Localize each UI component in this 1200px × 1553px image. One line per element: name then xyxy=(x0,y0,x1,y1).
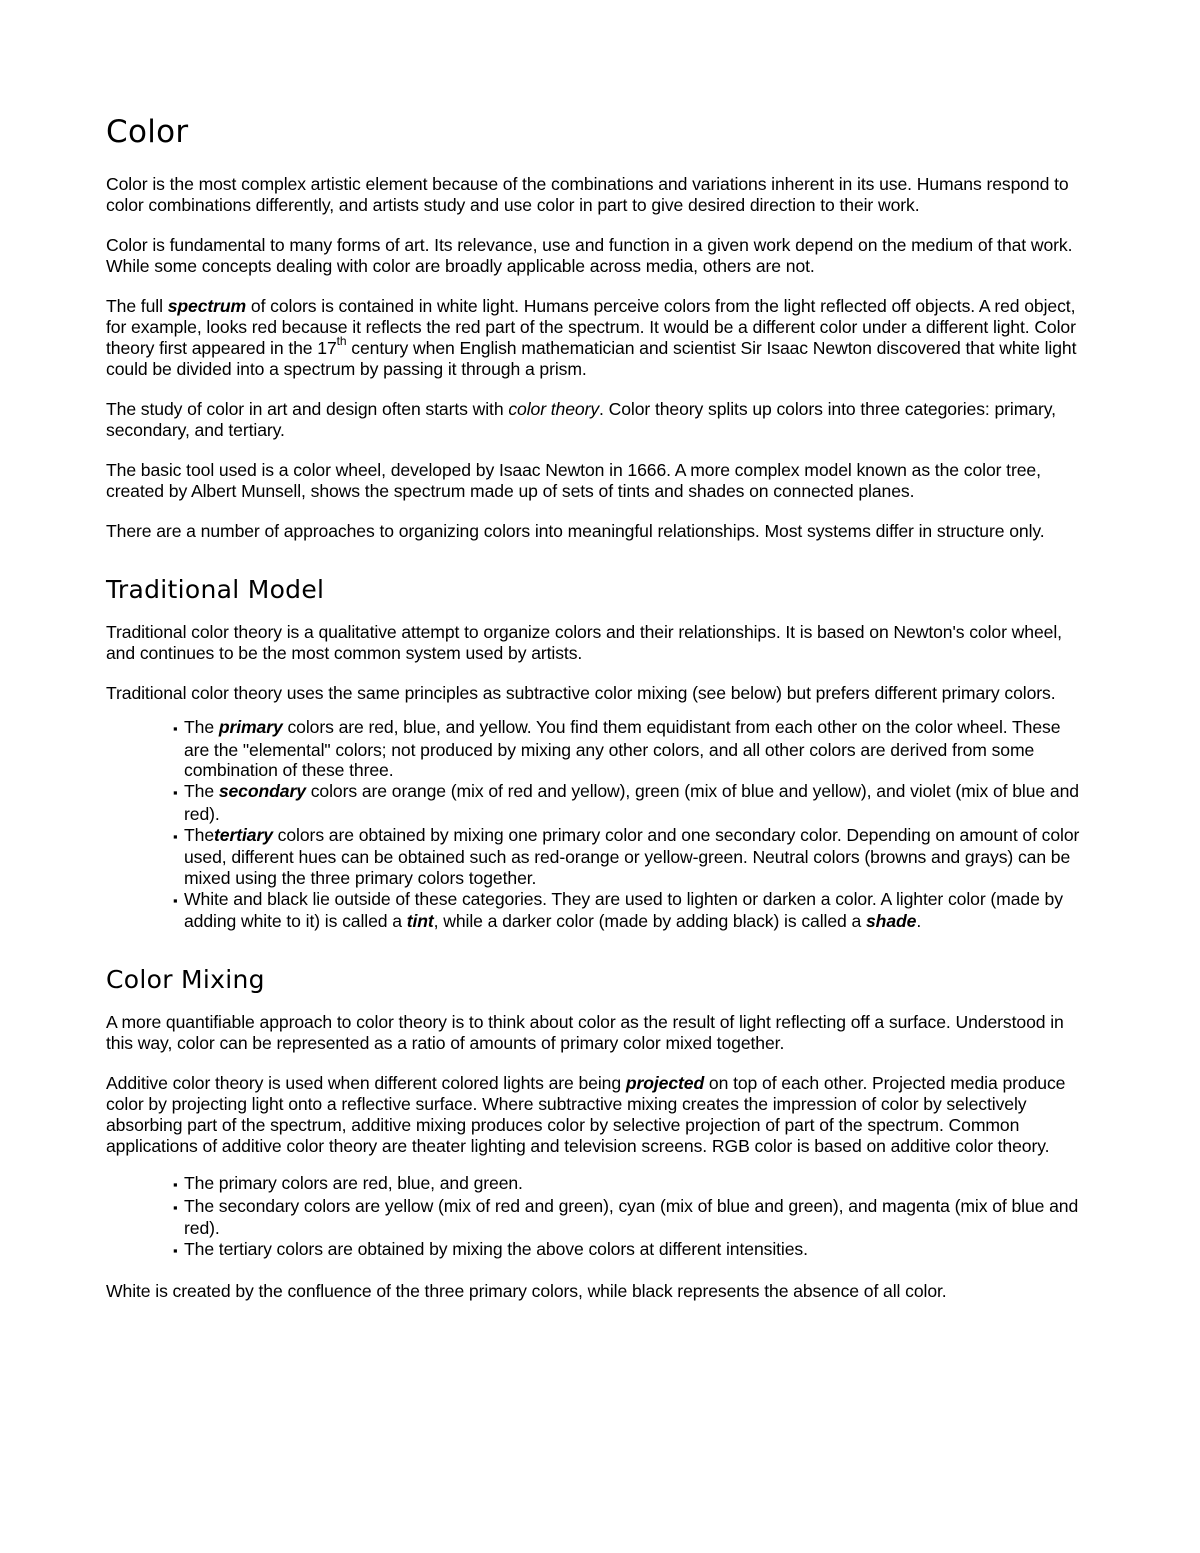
intro-paragraph-1: Color is the most complex artistic element because of the combinations and variations inherent in its use. Humans respond to color combinations differently, and artists study and use color in part to give desired direction to their work. xyxy=(106,174,1069,215)
bullet-icon: ▪ xyxy=(173,892,178,908)
text-run: The xyxy=(184,824,215,845)
text-run: . xyxy=(916,911,922,932)
text-run: colors are obtained by mixing one primary color and one secondary color. Depending on amount of color used, different hues can be obtained such as red-orange or yellow-green. Neutral colors (browns and grays) can be mixed using the three primary colors together. xyxy=(184,824,1080,888)
superscript-th: th xyxy=(336,334,347,348)
keyword-tertiary: tertiary xyxy=(214,824,273,845)
list-item-additive-primary xyxy=(164,1173,1090,1196)
text-run: The tertiary colors are obtained by mixing the above colors at different intensities. xyxy=(184,1239,808,1260)
text-run: The secondary colors are yellow (mix of red and green), cyan (mix of blue and green), and magenta (mix of blue and red). xyxy=(184,1195,1079,1239)
text-run: The full xyxy=(106,296,168,316)
intro-paragraph-3 xyxy=(106,296,1090,380)
intro-paragraph-5: The basic tool used is a color wheel, developed by Isaac Newton in 1666. A more complex model known as the color tree, created by Albert Munsell, shows the spectrum made up of sets of tints and shades on connected planes. xyxy=(106,460,1041,501)
text-run: . Color theory splits up colors into three categories: primary, secondary, and tertiary. xyxy=(106,399,1056,440)
list-item-tertiary xyxy=(164,825,1090,889)
text-run: on top of each other. Projected media produce color by projecting light onto a reflective surface. Where subtractive mixing creates the impression of color by selectively absorbing part of the spectrum, additive mixing produces color by selective projection of part of the spectrum. Common applications of additive color theory are theater lighting and television screens. RGB color is based on additive color theory. xyxy=(106,1073,1066,1157)
text-run: White and black lie outside of these categories. They are used to lighten or darken a color. A lighter color (made by adding white to it) is called a xyxy=(184,888,1063,932)
section-heading-traditional-model: Traditional Model xyxy=(106,575,325,604)
mixing-paragraph-1: A more quantifiable approach to color theory is to think about color as the result of light reflecting off a surface. Understood in this way, color can be represented as a ratio of amounts of primary color mixed together. xyxy=(106,1012,1064,1054)
keyword-primary: primary xyxy=(218,717,283,737)
keyword-projected: projected xyxy=(625,1073,705,1094)
document-page xyxy=(106,112,1090,1321)
list-item-secondary xyxy=(164,781,1090,824)
list-item-tint-shade xyxy=(164,889,1090,932)
mixing-bullet-list xyxy=(106,1173,1090,1262)
text-run: The xyxy=(184,781,219,802)
bullet-icon: ▪ xyxy=(173,1177,178,1193)
text-run: , while a darker color (made by adding black) is called a xyxy=(433,911,866,932)
text-run: Additive color theory is used when different colored lights are being xyxy=(106,1073,626,1094)
keyword-spectrum: spectrum xyxy=(167,296,247,316)
page-title: Color xyxy=(106,114,189,150)
mixing-paragraph-3: White is created by the confluence of the three primary colors, while black represents the absence of all color. xyxy=(106,1280,947,1301)
bullet-icon: ▪ xyxy=(173,721,178,736)
traditional-bullet-list xyxy=(106,717,1090,932)
text-run: century when English mathematician and scientist Sir Isaac Newton discovered that white light could be divided into a spectrum by passing it through a prism. xyxy=(106,338,1077,379)
keyword-secondary: secondary xyxy=(218,781,306,802)
bullet-icon: ▪ xyxy=(173,1243,178,1259)
keyword-shade: shade xyxy=(865,911,917,932)
section-heading-color-mixing: Color Mixing xyxy=(106,965,265,995)
intro-paragraph-4 xyxy=(106,399,1090,441)
mixing-paragraph-2 xyxy=(106,1073,1090,1157)
intro-paragraph-6: There are a number of approaches to organizing colors into meaningful relationships. Most systems differ in structure only. xyxy=(106,521,1045,541)
text-run: The xyxy=(184,717,219,737)
italic-color-theory: color theory xyxy=(508,399,600,419)
bullet-icon: ▪ xyxy=(173,828,178,844)
intro-paragraph-2: Color is fundamental to many forms of art. Its relevance, use and function in a given work depend on the medium of that work. While some concepts dealing with color are broadly applicable across media, others are not. xyxy=(106,235,1073,276)
traditional-paragraph-1: Traditional color theory is a qualitative attempt to organize colors and their relationships. It is based on Newton's color wheel, and continues to be the most common system used by artists. xyxy=(106,622,1062,663)
bullet-icon: ▪ xyxy=(173,785,178,801)
list-item-primary xyxy=(164,717,1090,781)
text-run: colors are red, blue, and yellow. You find them equidistant from each other on the color wheel. These are the "elemental" colors; not produced by mixing any other colors, and all other colors are derived from some combination of these three. xyxy=(184,717,1061,781)
text-run: of colors is contained in white light. Humans perceive colors from the light reflected off objects. A red object, for example, looks red because it reflects the red part of the spectrum. It would be a different color under a different light. Color theory first appeared in the 17 xyxy=(106,296,1076,358)
keyword-tint: tint xyxy=(406,911,434,932)
bullet-icon: ▪ xyxy=(173,1199,178,1215)
list-item-additive-tertiary xyxy=(164,1239,1090,1262)
text-run: The study of color in art and design often starts with xyxy=(106,399,509,419)
text-run: colors are orange (mix of red and yellow), green (mix of blue and yellow), and violet (mix of blue and red). xyxy=(184,781,1079,824)
list-item-additive-secondary xyxy=(164,1196,1090,1239)
text-run: The primary colors are red, blue, and green. xyxy=(184,1173,523,1194)
traditional-paragraph-2: Traditional color theory uses the same principles as subtractive color mixing (see below) but prefers different primary colors. xyxy=(106,683,1056,703)
